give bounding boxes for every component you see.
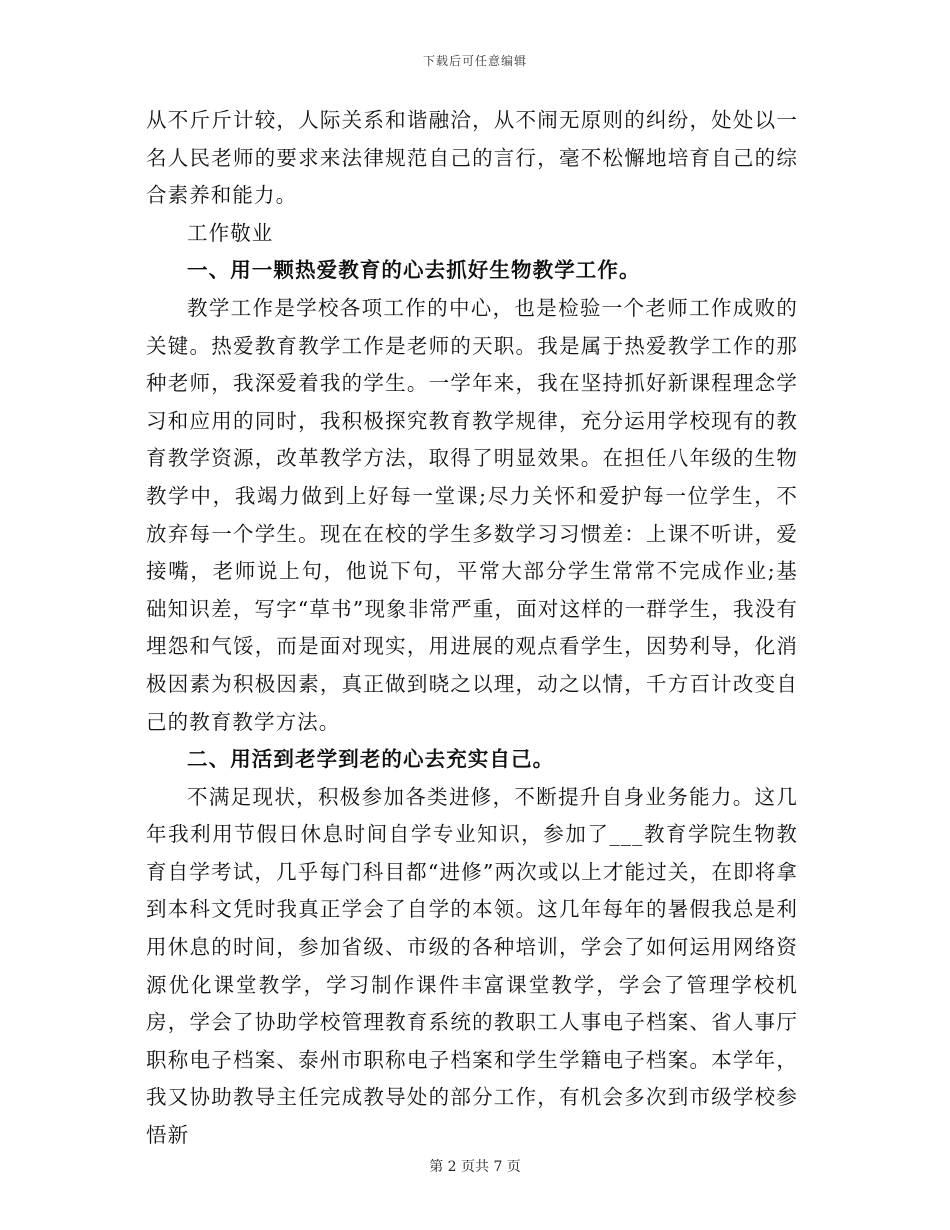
section-subheading: 工作敬业 [187, 220, 274, 245]
section-heading-2: 二、用活到老学到老的心去充实自己。 [187, 747, 555, 772]
section-heading-1: 一、用一颗热爱教育的心去抓好生物教学工作。 [187, 258, 641, 283]
page-footer: 第 2 页共 7 页 [429, 1159, 521, 1175]
body-paragraph-2: 不满足现状，积极参加各类进修，不断提升自身业务能力。这几年我利用节假日休息时间自学专业知识，参加了___教育学院生物教育自学考试，几乎每门科目都“进修”两次或以上才能过关，在即将拿到本科文凭时我真正学会了自学的本领。这几年每年的暑假我总是利用休息的时间，参加省级、市级的各种培训，学会了如何运用网络资源优化课堂教学，学习制作课件丰富课堂教学，学会了管理学校机房，学会了协助学校管理教育系统的教职工人事电子档案、省人事厅职称电子档案、泰州市职称电子档案和学生学籍电子档案。本学年，我又协助教导主任完成教导处的部分工作，有机会多次到市级学校参悟新 [146, 784, 798, 1148]
body-paragraph-1: 教学工作是学校各项工作的中心，也是检验一个老师工作成败的关键。热爱教育教学工作是老师的天职。我是属于热爱教学工作的那种老师，我深爱着我的学生。一学年来，我在坚持抓好新课程理念学习和应用的同时，我积极探究教育教学规律，充分运用学校现有的教育教学资源，改革教学方法，取得了明显效果。在担任八年级的生物教学中，我竭力做到上好每一堂课;尽力关怀和爱护每一位学生，不放弃每一个学生。现在在校的学生多数学习习惯差：上课不听讲，爱接嘴，老师说上句，他说下句，平常大部分学生常常不完成作业;基础知识差，写字“草书”现象非常严重，面对这样的一群学生，我没有埋怨和气馁，而是面对现实，用进展的观点看学生，因势利导，化消极因素为积极因素，真正做到晓之以理，动之以情，千方百计改变自己的教育教学方法。 [146, 295, 798, 734]
page-header: 下载后可任意编辑 [422, 54, 527, 68]
paragraph-continuation: 从不斤斤计较，人际关系和谐融洽，从不闹无原则的纠纷，处处以一名人民老师的要求来法律规范自己的言行，毫不松懈地培育自己的综合素养和能力。 [146, 108, 798, 208]
document-body [146, 102, 798, 1155]
